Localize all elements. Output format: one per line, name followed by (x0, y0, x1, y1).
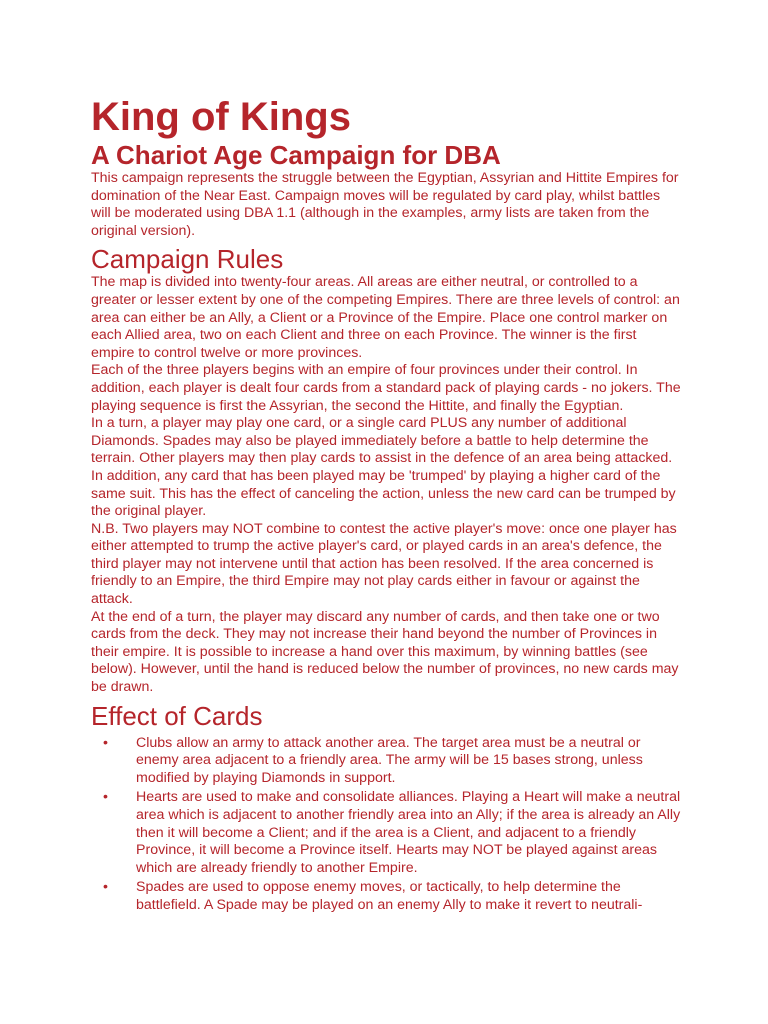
list-item-text: Hearts are used to make and consolidate alliances. Playing a Heart will make a neutral area which is adjacent to another friendly area into an Ally; if the area is already an Ally then it will become a Client; and if the area is a Client, and adjacent to a friendly Province, it will become a Province itself. Hearts may NOT be played against areas which are already friendly to another Empire. (136, 789, 681, 876)
section-heading-campaign-rules: Campaign Rules (91, 244, 284, 275)
list-item-hearts (91, 789, 683, 877)
document-subtitle: A Chariot Age Campaign for DBA (91, 140, 501, 170)
rules-paragraph-end-of-turn: At the end of a turn, the player may discard any number of cards, and then take one or two cards from the deck. They may not increase their hand beyond the number of Provinces in their empire. It is possible to increase a hand over this maximum, by winning battles (see below). However, until the hand is reduced below the number of provinces, no new cards may be drawn. (91, 608, 679, 696)
list-item-spades (91, 879, 683, 914)
intro-paragraph: This campaign represents the struggle between the Egyptian, Assyrian and Hittite Empires for domination of the Near East. Campaign moves will be regulated by card play, whilst battles will be moderated using DBA 1.1 (although in the examples, army lists are taken from the original version). (91, 170, 679, 239)
bullet-icon: • (103, 789, 108, 806)
rules-paragraph-map: The map is divided into twenty-four areas. All areas are either neutral, or controlled to a greater or lesser extent by one of the competing Empires. There are three levels of control: an area can either be an Ally, a Client or a Province of the Empire. Place one control marker on each Allied area, two on each Client and three on each Province. The winner is the first empire to control twelve or more provinces. (91, 274, 680, 361)
bullet-icon: • (103, 879, 108, 896)
document-page (91, 94, 683, 917)
document-title: King of Kings (91, 95, 351, 139)
section-heading-effect-of-cards: Effect of Cards (91, 700, 263, 731)
bullet-icon: • (103, 734, 108, 751)
card-effects-list (91, 735, 683, 915)
list-item-clubs (91, 735, 683, 788)
rules-paragraph-setup: Each of the three players begins with an empire of four provinces under their control. In addition, each player is dealt four cards from a standard pack of playing cards - no jokers. The playing sequence is first the Assyrian, the second the Hittite, and finally the Egyptian. (91, 362, 681, 414)
list-item-text: Clubs allow an army to attack another area. The target area must be a neutral or enemy area adjacent to a friendly area. The army will be 15 bases strong, unless modified by playing Diamonds in support. (136, 734, 643, 786)
rules-paragraph-nb: N.B. Two players may NOT combine to contest the active player's move: once one player has either attempted to trump the active player's card, or played cards in an area's defence, the third player may not intervene until that action has been resolved. If the area concerned is friendly to an Empire, the third Empire may not play cards either in favour or against the attack. (91, 520, 677, 608)
rules-paragraph-turn: In a turn, a player may play one card, or a single card PLUS any number of additional Diamonds. Spades may also be played immediately before a battle to help determine the terrain. Other players may then play cards to assist in the defence of an area being attacked. In addition, any card that has been played may be 'trumped' by playing a higher card of the same suit. This has the effect of canceling the action, unless the new card can be trumped by the original player. (91, 415, 676, 520)
list-item-text: Spades are used to oppose enemy moves, or tactically, to help determine the battlefield. A Spade may be played on an enemy Ally to make it revert to neutrali- (136, 879, 643, 913)
